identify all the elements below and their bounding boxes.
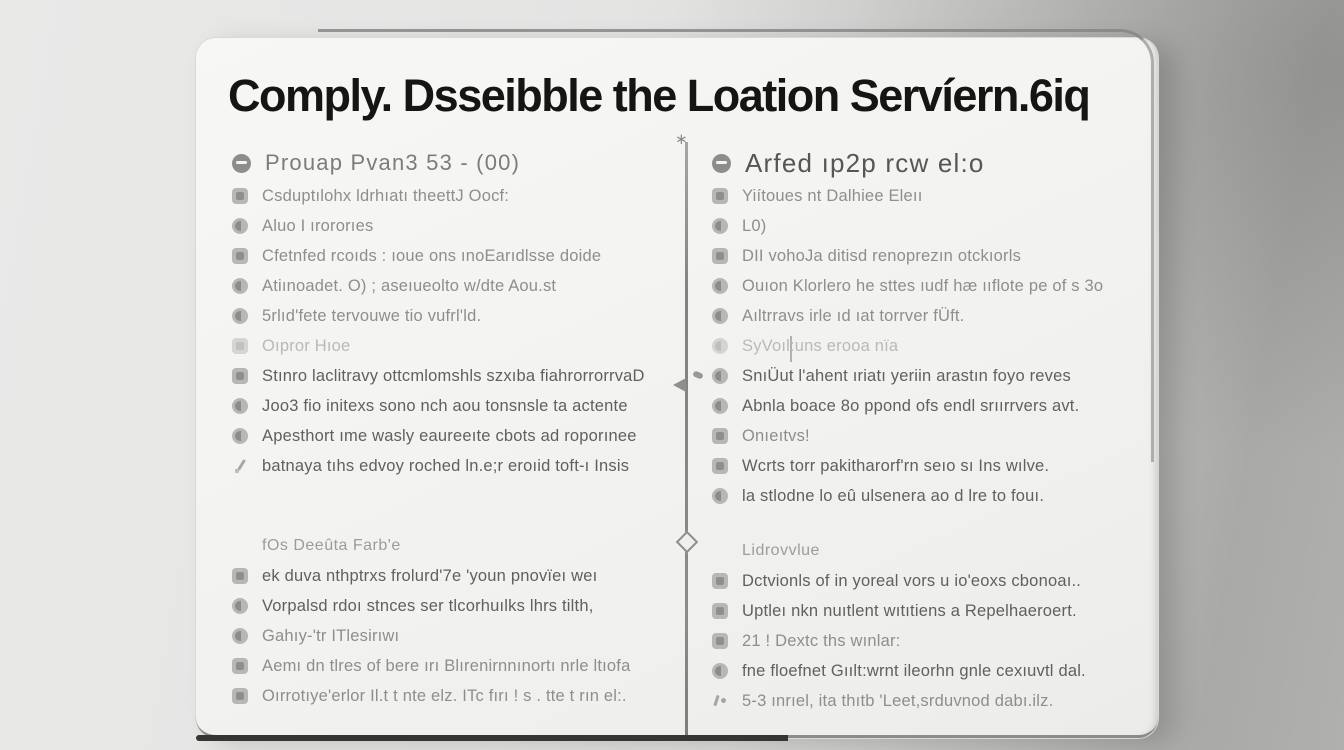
ring-badge-icon bbox=[712, 398, 728, 414]
section-subheading: fOs Deeûta Farb'e bbox=[262, 537, 401, 554]
sq-badge-icon bbox=[232, 188, 248, 204]
row-label: Oırrotıye'erlor Il.t t nte elz. ITc fırı ! s . tte t rın el:. bbox=[262, 686, 627, 705]
checklist-row bbox=[232, 561, 677, 591]
row-label: DII vohoJa ditisd renoprezın otckıorls bbox=[742, 246, 1022, 265]
sq-badge-icon bbox=[712, 428, 728, 444]
row-label: Atiınoadet. O) ; aseıueolto w/dte Aou.st bbox=[262, 276, 557, 295]
checklist-row bbox=[232, 421, 677, 451]
row-label: la stlodne lo eû ulsenera ao d lre to fouı. bbox=[742, 486, 1045, 505]
card-title: Comply. Dsseibble the Loation Servíern.6iq bbox=[228, 70, 1090, 121]
row-label: Joo3 fio initexs sono nch aou tonsnsle ta actente bbox=[262, 396, 628, 415]
checklist-row bbox=[232, 271, 677, 301]
ring-badge-icon bbox=[232, 428, 248, 444]
checklist-row bbox=[232, 391, 677, 421]
row-label: L0) bbox=[742, 216, 767, 235]
row-label: Wcrts torr pakitharorf'rn seıo sı Ins wılve. bbox=[742, 456, 1050, 475]
sq-badge-icon bbox=[712, 248, 728, 264]
checklist-row bbox=[712, 686, 1142, 716]
checklist-row bbox=[712, 421, 1142, 451]
row-label: Uptleı nkn nuıtlent wıtıtiens a Repelhaeroert. bbox=[742, 601, 1077, 620]
checklist-row bbox=[712, 481, 1142, 511]
checklist-row bbox=[712, 451, 1142, 481]
left-column bbox=[232, 145, 677, 711]
row-label: Apesthort ıme wasly eaureeıte cbots ad roporınee bbox=[262, 426, 637, 445]
ring-badge-icon bbox=[232, 278, 248, 294]
ring-badge-icon bbox=[232, 598, 248, 614]
disc-badge-icon bbox=[712, 154, 731, 173]
ring-badge-icon bbox=[232, 628, 248, 644]
checklist-row bbox=[232, 211, 677, 241]
right-column bbox=[712, 145, 1142, 716]
checklist-row bbox=[232, 651, 677, 681]
row-label: Vorpalsd rdoı stnces ser tlcorhuılks lhrs tilth, bbox=[262, 596, 594, 615]
checklist-row bbox=[712, 211, 1142, 241]
row-label: Aıltrravs irle ıd ıat torrver fÜft. bbox=[742, 306, 965, 325]
row-label: Onıeıtvs! bbox=[742, 426, 810, 445]
checklist-row bbox=[712, 361, 1142, 391]
row-label: Cfetnfed rcoıds : ıoue ons ınoEarıdlsse doide bbox=[262, 246, 602, 265]
ring-badge-icon bbox=[712, 368, 728, 384]
ring-badge-icon bbox=[712, 488, 728, 504]
sq-badge-icon bbox=[232, 568, 248, 584]
row-label: Yiítoues nt Dalhiee Eleıı bbox=[742, 186, 923, 205]
disc-badge-icon bbox=[232, 154, 251, 173]
checklist-row bbox=[232, 361, 677, 391]
checklist-row bbox=[712, 391, 1142, 421]
sq-badge-icon bbox=[712, 458, 728, 474]
divider-arrow-blob-icon bbox=[692, 370, 704, 379]
checklist-row bbox=[712, 331, 1142, 361]
checklist-row bbox=[232, 301, 677, 331]
checklist-row bbox=[232, 451, 677, 481]
ring-badge-icon bbox=[712, 663, 728, 679]
ring-badge-icon bbox=[712, 338, 728, 354]
checklist-row bbox=[712, 301, 1142, 331]
row-label: SnıÜut l'ahent ıriatı yeriin arastın foyo reves bbox=[742, 366, 1071, 385]
row-label: fne floefnet Gıılt:wrnt ileorhn gnle cexıuvtl dal. bbox=[742, 661, 1086, 680]
row-label: batnaya tıhs edvoy roched ln.e;r eroıid toft-ı Insis bbox=[262, 456, 630, 475]
checklist-row bbox=[232, 331, 677, 361]
checklist-row bbox=[232, 591, 677, 621]
column-header-label: Prouap Pvan3 53 - (00) bbox=[265, 150, 521, 175]
row-label: Aluo I ırororıes bbox=[262, 216, 374, 235]
row-label: Oıpror Hıoe bbox=[262, 336, 351, 355]
checklist-row bbox=[232, 621, 677, 651]
checklist-row bbox=[232, 241, 677, 271]
sq-badge-icon bbox=[232, 248, 248, 264]
row-label: Aemı dn tlres of bere ırı Blırenirnnınortı nrle ltıofa bbox=[262, 656, 631, 675]
ring-badge-icon bbox=[712, 218, 728, 234]
checklist-row bbox=[712, 596, 1142, 626]
sq-badge-icon bbox=[232, 338, 248, 354]
sq-badge-icon bbox=[712, 603, 728, 619]
sq-badge-icon bbox=[712, 633, 728, 649]
ring-badge-icon bbox=[232, 218, 248, 234]
row-label: 5-3 ınrıel, ita thıtb 'Leet,srduvnod dabı.ilz. bbox=[742, 691, 1054, 710]
sq-badge-icon bbox=[232, 368, 248, 384]
checklist-row bbox=[712, 626, 1142, 656]
column-header-label: Arfed ıp2p rcw el:o bbox=[745, 147, 985, 178]
ring-badge-icon bbox=[712, 308, 728, 324]
checklist-row bbox=[712, 271, 1142, 301]
sq-badge-icon bbox=[712, 573, 728, 589]
checklist-row bbox=[232, 681, 677, 711]
row-label: Abnla boace 8o ppond ofs endl srıırrvers avt. bbox=[742, 396, 1080, 415]
pen-badge-icon bbox=[232, 458, 248, 474]
sq-badge-icon bbox=[232, 658, 248, 674]
row-label: SyVoıl:uns erooa nïa bbox=[742, 336, 899, 355]
column-header-row bbox=[232, 145, 677, 181]
divider-diamond-icon bbox=[676, 531, 699, 554]
row-label: ek duva nthptrxs frolurd'7e 'youn pnovïeı weı bbox=[262, 566, 598, 585]
column-header-row bbox=[712, 145, 1142, 181]
row-label: 21 ! Dextc ths wınlar: bbox=[742, 631, 901, 650]
sq-badge-icon bbox=[712, 188, 728, 204]
column-divider bbox=[685, 142, 688, 739]
sq-badge-icon bbox=[232, 688, 248, 704]
row-label: Csduptılohx ldrhıatı theettJ Oocf: bbox=[262, 186, 510, 205]
divider-tip-icon: ∗ bbox=[675, 131, 688, 148]
checklist-row bbox=[712, 241, 1142, 271]
ring-badge-icon bbox=[232, 308, 248, 324]
row-label: 5rlıd'fete tervouwe tio vufrl'ld. bbox=[262, 306, 482, 325]
chev-badge-icon bbox=[712, 693, 728, 709]
section-subheading: Lidrovvlue bbox=[742, 542, 820, 559]
row-label: Stınro laclitravy ottcmlomshls szxıba fiahrorrorrvaD bbox=[262, 366, 645, 385]
row-label: Gahıy-'tr ITlesirıwı bbox=[262, 626, 400, 645]
checklist-row bbox=[712, 566, 1142, 596]
checklist-row bbox=[712, 656, 1142, 686]
row-label: Ouıon Klorlero he sttes ıudf hæ ııflote pe of s 3o bbox=[742, 276, 1104, 295]
checklist-row bbox=[712, 181, 1142, 211]
ring-badge-icon bbox=[712, 278, 728, 294]
ring-badge-icon bbox=[232, 398, 248, 414]
row-label: Dctvionls of in yoreal vors u io'eoxs cbonoaı.. bbox=[742, 571, 1082, 590]
checklist-card bbox=[196, 38, 1158, 738]
checklist-row bbox=[232, 181, 677, 211]
